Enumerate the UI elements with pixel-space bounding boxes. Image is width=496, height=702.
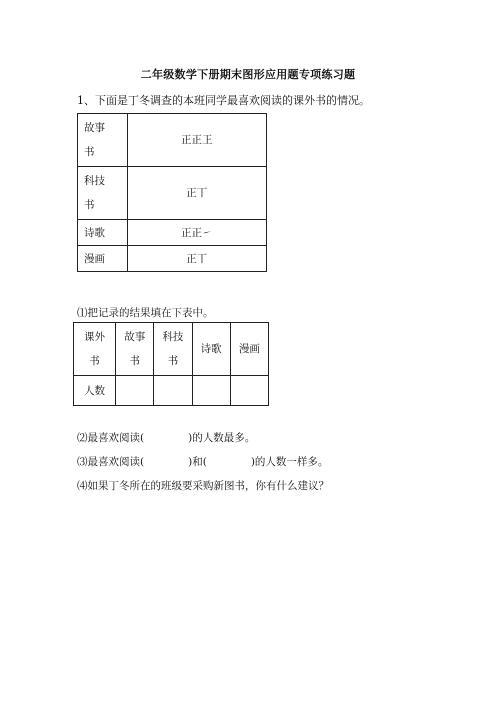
tally-table: [77, 113, 267, 272]
count-header-cell: 诗歌: [192, 323, 230, 376]
sub-question-2: [77, 430, 255, 445]
category-line: 书: [84, 146, 95, 158]
category-line: 科技: [84, 175, 105, 187]
sub-question-text: ⑶最喜欢阅读(: [77, 456, 145, 468]
header-line: 故事: [124, 331, 146, 343]
count-answer-cell[interactable]: [154, 376, 192, 406]
count-answer-cell[interactable]: [230, 376, 268, 406]
count-header-row: [74, 323, 269, 376]
tally-category: [78, 114, 128, 167]
count-answer-cell[interactable]: [192, 376, 230, 406]
sub-question-4: ⑷如果丁冬所在的班级要采购新图书，你有什么建议？: [77, 480, 329, 492]
sub-question-text: )和(: [188, 456, 207, 468]
category-line: 书: [84, 199, 95, 211]
tally-category: 漫画: [78, 246, 128, 272]
tally-marks: 正丅: [127, 246, 266, 272]
count-row-label: 人数: [74, 376, 116, 406]
tally-marks: 正正㇀: [127, 220, 266, 246]
tally-row: [78, 246, 267, 272]
tally-category: [78, 167, 128, 220]
tally-row: [78, 114, 267, 167]
tally-category: 诗歌: [78, 220, 128, 246]
count-data-row: [74, 376, 269, 406]
tally-marks: 正丅: [127, 167, 266, 220]
page-title: 二年级数学下册期末图形应用题专项练习题: [140, 68, 356, 81]
header-line: 课外: [84, 331, 106, 343]
sub-question-3: [77, 454, 328, 469]
sub-question-1: ⑴把记录的结果填在下表中。: [77, 307, 214, 319]
sub-question-text: ⑵最喜欢阅读(: [77, 432, 145, 444]
category-line: 故事: [84, 122, 105, 134]
question-text: 1、下面是丁冬调查的本班同学最喜欢阅读的课外书的情况。: [77, 94, 370, 107]
tally-row: [78, 167, 267, 220]
count-header-cell: 漫画: [230, 323, 268, 376]
count-header-cell: [154, 323, 192, 376]
sub-question-text: )的人数一样多。: [250, 456, 329, 468]
header-line: 书: [129, 355, 140, 367]
sub-question-text: )的人数最多。: [188, 432, 256, 444]
header-line: 书: [89, 355, 100, 367]
count-table: [73, 322, 269, 406]
count-header-cell: [116, 323, 154, 376]
header-line: 书: [167, 355, 179, 367]
tally-marks: 正正㠪: [127, 114, 266, 167]
header-line: 科技: [162, 331, 184, 343]
count-header-cell: [74, 323, 116, 376]
count-answer-cell[interactable]: [116, 376, 154, 406]
tally-row: [78, 220, 267, 246]
